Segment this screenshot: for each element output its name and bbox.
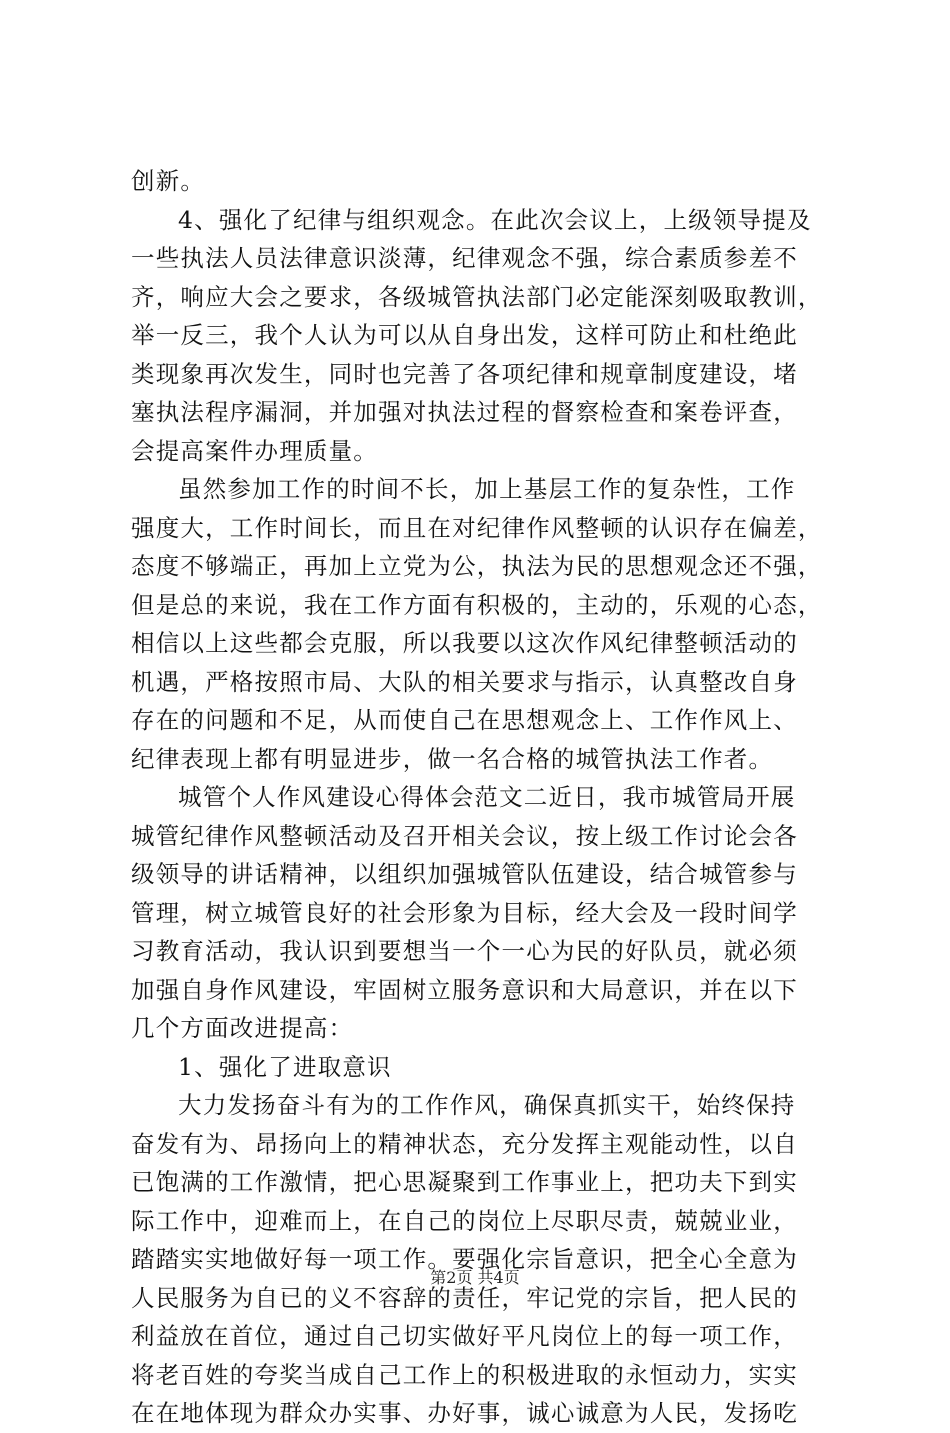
text-line: 已饱满的工作激情，把心思凝聚到工作事业上，把功夫下到实 [131, 1168, 798, 1196]
text-line: 习教育活动，我认识到要想当一个一心为民的好队员，就必须 [131, 937, 798, 965]
text-line: 机遇，严格按照市局、大队的相关要求与指示，认真整改自身 [131, 667, 798, 696]
text-line: 在在地体现为群众办实事、办好事，诚心诚意为人民，发扬吃 [131, 1399, 798, 1427]
text-line: 加强自身作风建设，牢固树立服务意识和大局意识，并在以下 [131, 975, 798, 1004]
text-line: 存在的问题和不足，从而使自己在思想观念上、工作作风上、 [131, 706, 798, 734]
text-line: 虽然参加工作的时间不长，加上基层工作的复杂性，工作 [178, 475, 796, 503]
text-line: 际工作中，迎难而上，在自己的岗位上尽职尽责，兢兢业业， [131, 1206, 798, 1235]
text-line: 强度大，工作时间长，而且在对纪律作风整顿的认识存在偏差， [131, 513, 823, 542]
text-line: 1、强化了进取意识 [178, 1052, 392, 1081]
text-line: 创新。 [131, 167, 206, 195]
text-line: 城管个人作风建设心得体会范文二近日，我市城管局开展 [178, 783, 796, 811]
document-body [131, 162, 831, 1433]
text-line: 将老百姓的夸奖当成自己工作上的积极进取的永恒动力，实实 [131, 1360, 798, 1389]
text-line: 管理，树立城管良好的社会形象为目标，经大会及一段时间学 [131, 898, 798, 927]
page-footer: 第2页 共4页 [430, 1268, 520, 1287]
text-line: 一些执法人员法律意识淡薄，纪律观念不强，综合素质参差不 [131, 244, 798, 272]
text-line: 级领导的讲话精神，以组织加强城管队伍建设，结合城管参与 [131, 860, 798, 888]
text-line: 相信以上这些都会克服，所以我要以这次作风纪律整顿活动的 [131, 629, 798, 657]
text-line: 城管纪律作风整顿活动及召开相关会议，按上级工作讨论会各 [131, 821, 798, 850]
text-line: 利益放在首位，通过自己切实做好平凡岗位上的每一项工作， [131, 1322, 798, 1350]
text-line: 齐，响应大会之要求，各级城管执法部门必定能深刻吸取教训， [131, 282, 823, 311]
text-line: 大力发扬奋斗有为的工作作风，确保真抓实干，始终保持 [178, 1091, 796, 1119]
text-line: 塞执法程序漏洞，并加强对执法过程的督察检查和案卷评查， [131, 398, 798, 426]
text-line: 态度不够端正，再加上立党为公，执法为民的思想观念还不强， [131, 552, 823, 580]
text-line: 会提高案件办理质量。 [131, 436, 378, 465]
text-line: 纪律表现上都有明显进步，做一名合格的城管执法工作者。 [131, 744, 774, 773]
text-line: 人民服务为自已的义不容辞的责任，牢记党的宗旨，把人民的 [131, 1283, 798, 1312]
text-line: 踏踏实实地做好每一项工作。要强化宗旨意识，把全心全意为 [131, 1245, 798, 1273]
text-line: 几个方面改进提高： [131, 1014, 354, 1042]
text-line: 奋发有为、昂扬向上的精神状态，充分发挥主观能动性，以自 [131, 1129, 798, 1158]
text-line: 类现象再次发生，同时也完善了各项纪律和规章制度建设，堵 [131, 359, 798, 388]
text-line: 但是总的来说，我在工作方面有积极的，主动的，乐观的心态， [131, 590, 823, 619]
text-line: 举一反三，我个人认为可以从自身出发，这样可防止和杜绝此 [131, 321, 798, 349]
text-line: 4、强化了纪律与组织观念。在此次会议上，上级领导提及 [178, 205, 812, 234]
